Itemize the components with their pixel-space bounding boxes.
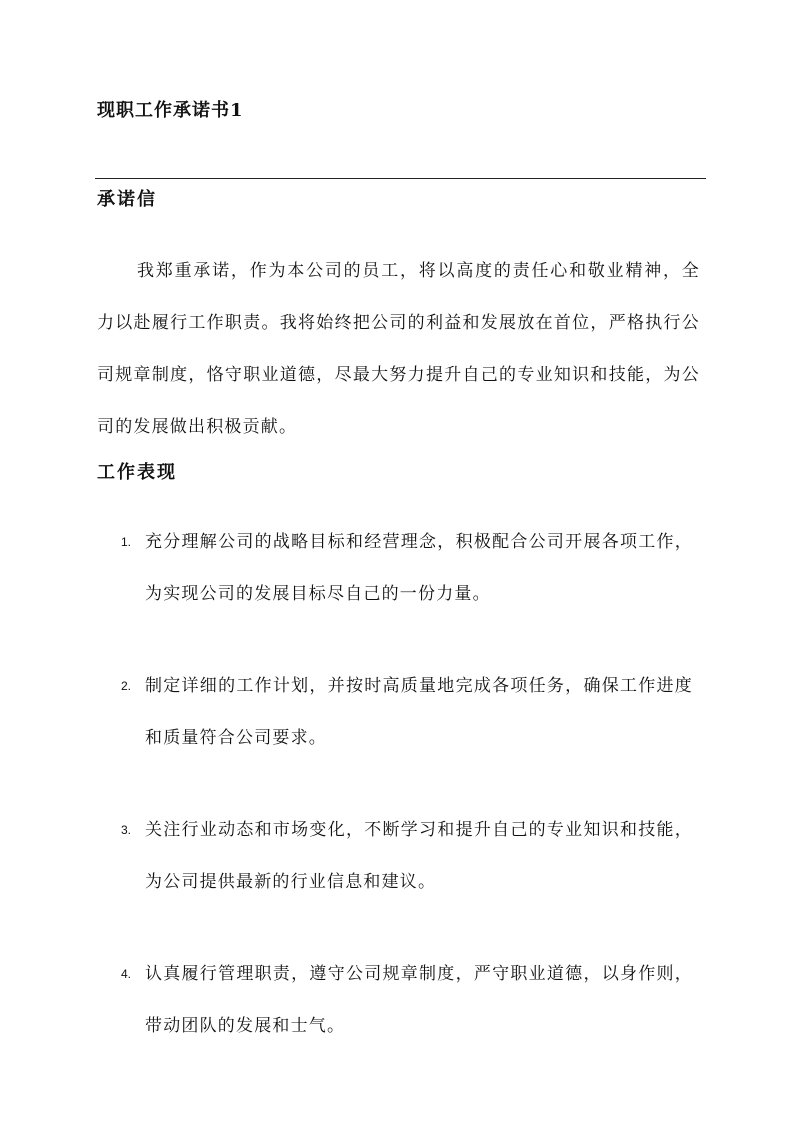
list-item-number: 2.	[121, 679, 132, 693]
list-item	[97, 948, 700, 1092]
section-heading-commitment-letter: 承诺信	[97, 189, 157, 210]
list-item-number: 3.	[121, 823, 132, 837]
list-item-number: 1.	[121, 535, 132, 549]
work-performance-list	[97, 516, 700, 1092]
list-item-text: 关注行业动态和市场变化，不断学习和提升自己的专业知识和技能，为公司提供最新的行业信息和建议。	[145, 820, 693, 892]
commitment-paragraph: 我郑重承诺，作为本公司的员工，将以高度的责任心和敬业精神，全力以赴履行工作职责。我将始终把公司的利益和发展放在首位，严格执行公司规章制度，恪守职业道德，尽最大努力提升自己的专业知识和技能，为公司的发展做出积极贡献。	[97, 261, 700, 437]
list-item-text: 制定详细的工作计划，并按时高质量地完成各项任务，确保工作进度和质量符合公司要求。	[145, 676, 693, 748]
document-title: 现职工作承诺书1	[97, 100, 244, 121]
list-item-number: 4.	[121, 967, 132, 981]
section-heading-work-performance: 工作表现	[97, 462, 177, 483]
title-divider	[95, 178, 706, 179]
list-item	[97, 516, 700, 660]
list-item-text: 充分理解公司的战略目标和经营理念，积极配合公司开展各项工作，为实现公司的发展目标尽自己的一份力量。	[145, 532, 693, 604]
list-item-text: 认真履行管理职责，遵守公司规章制度，严守职业道德，以身作则，带动团队的发展和士气。	[145, 964, 693, 1036]
list-item	[97, 804, 700, 948]
list-item	[97, 660, 700, 804]
